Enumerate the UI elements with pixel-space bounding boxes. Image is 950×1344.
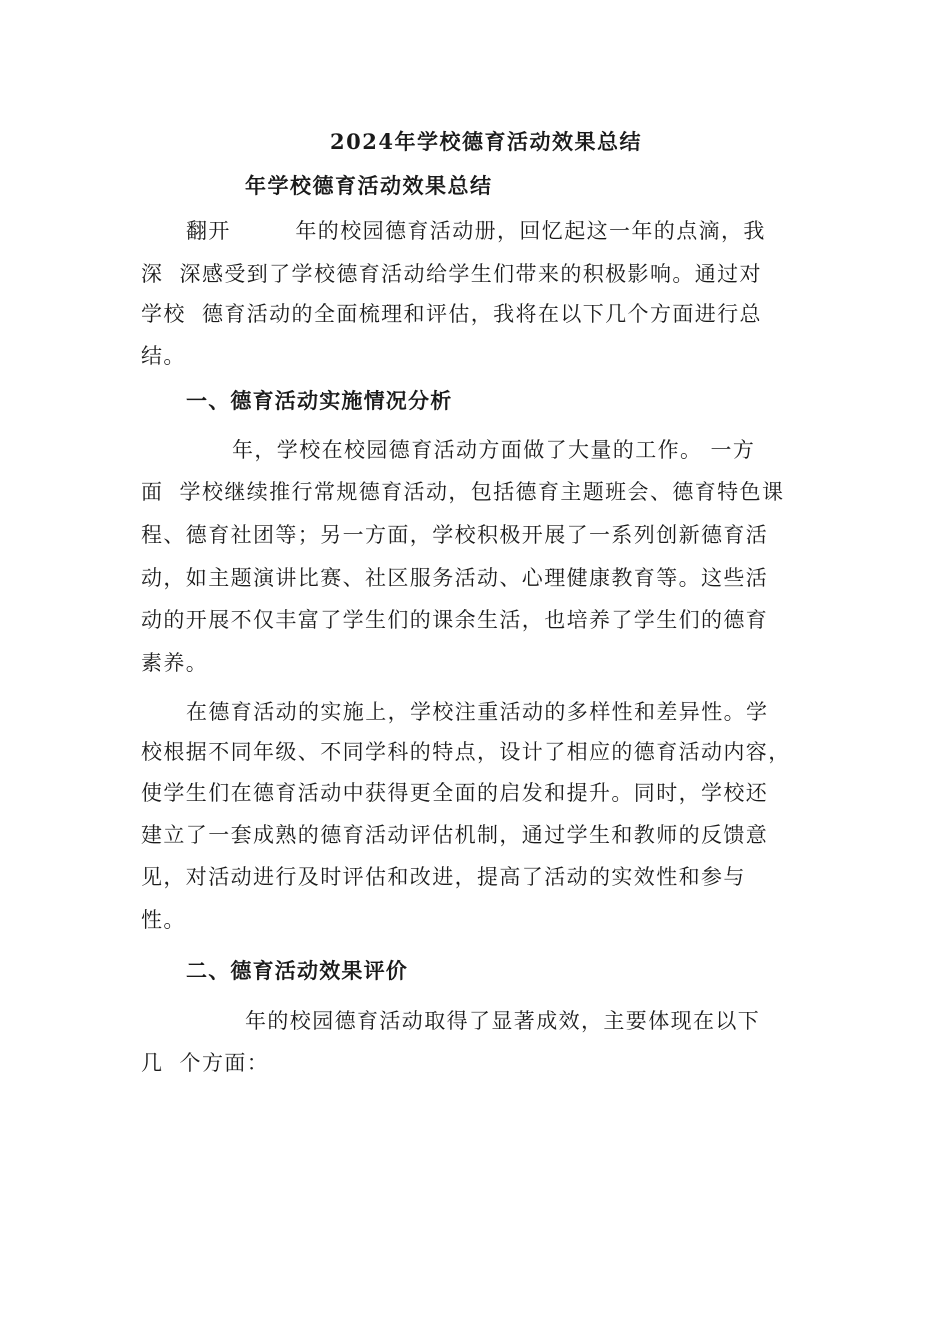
- document-title: 2024年学校德育活动效果总结: [330, 129, 642, 154]
- section-2-heading: 二、德育活动效果评价: [186, 959, 408, 983]
- section-1-para-1-line-3: 程、德育社团等；另一方面，学校积极开展了一系列创新德育活: [141, 523, 769, 547]
- intro-line-3: 学校 德育活动的全面梳理和评估，我将在以下几个方面进行总: [141, 302, 762, 326]
- intro-line-4: 结。: [141, 344, 186, 368]
- section-2-para-1-line-2: 几 个方面：: [141, 1051, 270, 1075]
- section-1-para-1-line-5: 动的开展不仅丰富了学生们的课余生活，也培养了学生们的德育: [141, 608, 769, 632]
- section-1-para-2-line-4: 建立了一套成熟的德育活动评估机制，通过学生和教师的反馈意: [141, 823, 769, 847]
- section-1-para-1-line-2: 面 学校继续推行常规德育活动，包括德育主题班会、德育特色课: [141, 480, 785, 504]
- section-1-para-2-line-3: 使学生们在德育活动中获得更全面的启发和提升。同时，学校还: [141, 781, 769, 805]
- intro-line-1: 翻开 年的校园德育活动册，回忆起这一年的点滴，我: [186, 219, 766, 243]
- section-1-heading: 一、德育活动实施情况分析: [186, 389, 453, 413]
- section-1-para-2-line-2: 校根据不同年级、不同学科的特点，设计了相应的德育活动内容，: [141, 740, 791, 764]
- section-1-para-1-line-6: 素养。: [141, 651, 209, 675]
- section-1-para-2-line-1: 在德育活动的实施上，学校注重活动的多样性和差异性。学: [186, 700, 769, 724]
- section-1-para-2-line-5: 见，对活动进行及时评估和改进，提高了活动的实效性和参与: [141, 865, 746, 889]
- document-subtitle: 年学校德育活动效果总结: [245, 173, 493, 198]
- intro-line-2: 深 深感受到了学校德育活动给学生们带来的积极影响。通过对: [141, 262, 762, 286]
- section-1-para-1-line-4: 动，如主题演讲比赛、社区服务活动、心理健康教育等。这些活: [141, 566, 769, 590]
- section-1-para-1-line-1: 年，学校在校园德育活动方面做了大量的工作。 一方: [232, 438, 756, 462]
- section-2-para-1-line-1: 年的校园德育活动取得了显著成效，主要体现在以下: [245, 1009, 761, 1033]
- section-1-para-2-line-6: 性。: [141, 908, 186, 932]
